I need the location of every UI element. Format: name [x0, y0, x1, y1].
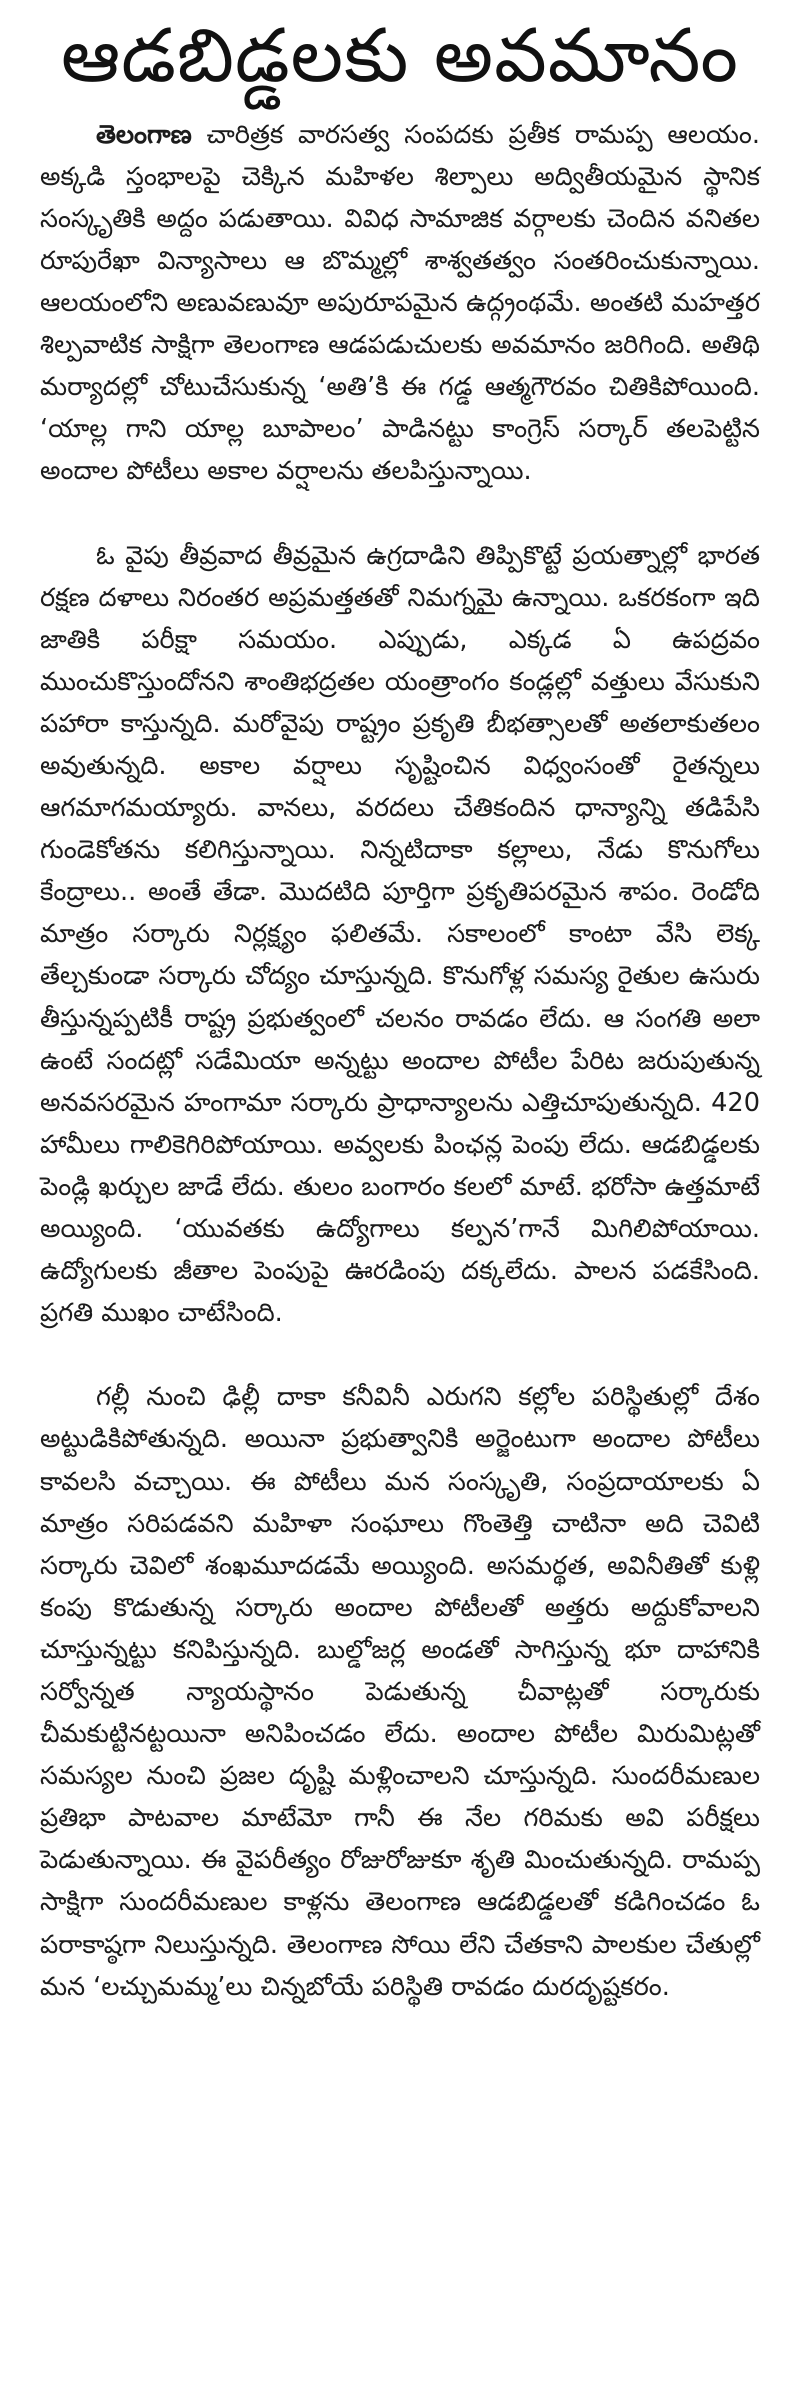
paragraph-1-text: చారిత్రక వారసత్వ సంపదకు ప్రతీక రామప్ప ఆలయం. అక్కడి స్తంభాలపై చెక్కిన మహిళల శిల్పాలు అద్వితీయమైన స్థానిక సంస్కృతికి అద్దం పడుతాయి. వివిధ సామాజిక వర్గాలకు చెందిన వనితల రూపురేఖా విన్యాసాలు ఆ బొమ్మల్లో శాశ్వతత్వం సంతరించుకున్నాయి. ఆలయంలోని అణువణువూ అపురూపమైన ఉద్గ్రంథమే. అంతటి మహత్తర శిల్పవాటిక సాక్షిగా తెలంగాణ ఆడపడుచులకు అవమానం జరిగింది. అతిథి మర్యాదల్లో చోటుచేసుకున్న ‘అతి’కి ఈ గడ్డ ఆత్మగౌరవం చితికిపోయింది. ‘యాల్ల గాని యాల్ల బూపాలం’ పాడినట్టు కాంగ్రెస్ సర్కార్ తలపెట్టిన అందాల పోటీలు అకాల వర్షాలను తలపిస్తున్నాయి.: [40, 119, 760, 487]
paragraph-1: [40, 114, 760, 493]
headline: ఆడబిడ్డలకు అవమానం: [61, 13, 739, 99]
paragraph-3: గల్లీ నుంచి ఢిల్లీ దాకా కనీవినీ ఎరుగని కల్లోల పరిస్థితుల్లో దేశం అట్టుడికిపోతున్నది. అయినా ప్రభుత్వానికి అర్జెంటుగా అందాల పోటీలు కావలసి వచ్చాయి. ఈ పోటీలు మన సంస్కృతి, సంప్రదాయాలకు ఏ మాత్రం సరిపడవని మహిళా సంఘాలు గొంతెత్తి చాటినా అది చెవిటి సర్కారు చెవిలో శంఖమూదడమే అయ్యింది. అసమర్థత, అవినీతితో కుళ్లి కంపు కొడుతున్న సర్కారు అందాల పోటీలతో అత్తరు అద్దుకోవాలని చూస్తున్నట్టు కనిపిస్తున్నది. బుల్డోజర్ల అండతో సాగిస్తున్న భూ దాహానికి సర్వోన్నత న్యాయస్థానం పెడుతున్న చీవాట్లతో సర్కారుకు చీమకుట్టినట్టయినా అనిపించడం లేదు. అందాల పోటీల మిరుమిట్లతో సమస్యల నుంచి ప్రజల దృష్టి మళ్లించాలని చూస్తున్నది. సుందరీమణుల ప్రతిభా పాటవాల మాటేమో గానీ ఈ నేల గరిమకు అవి పరీక్షలు పెడుతున్నాయి. ఈ వైపరీత్యం రోజురోజుకూ శృతి మించుతున్నది. రామప్ప సాక్షిగా సుందరీమణుల కాళ్లను తెలంగాణ ఆడబిడ్డలతో కడిగించడం ఓ పరాకాష్ఠగా నిలుస్తున్నది. తెలంగాణ సోయి లేని చేతకాని పాలకుల చేతుల్లో మన ‘లచ్చుమమ్మ’లు చిన్నబోయే పరిస్థితి రావడం దురదృష్టకరం.: [40, 1382, 760, 2002]
lead-word: తెలంగాణ: [96, 119, 192, 150]
paragraph-2: ఓ వైపు తీవ్రవాద తీవ్రమైన ఉగ్రదాడిని తిప్పికొట్టే ప్రయత్నాల్లో భారత రక్షణ దళాలు నిరంతర అప్రమత్తతతో నిమగ్నమై ఉన్నాయి. ఒకరకంగా ఇది జాతికి పరీక్షా సమయం. ఎప్పుడు, ఎక్కడ ఏ ఉపద్రవం ముంచుకొస్తుందోనని శాంతిభద్రతల యంత్రాంగం కండ్లల్లో వత్తులు వేసుకుని పహారా కాస్తున్నది. మరోవైపు రాష్ట్రం ప్రకృతి బీభత్సాలతో అతలాకుతలం అవుతున్నది. అకాల వర్షాలు సృష్టించిన విధ్వంసంతో రైతన్నలు ఆగమాగమయ్యారు. వానలు, వరదలు చేతికందిన ధాన్యాన్ని తడిపేసి గుండెకోతను కలిగిస్తున్నాయి. నిన్నటిదాకా కల్లాలు, నేడు కొనుగోలు కేంద్రాలు.. అంతే తేడా. మొదటిది పూర్తిగా ప్రకృతిపరమైన శాపం. రెండోది మాత్రం సర్కారు నిర్లక్ష్యం ఫలితమే. సకాలంలో కాంటా వేసి లెక్క తేల్చకుండా సర్కారు చోద్యం చూస్తున్నది. కొనుగోళ్ల సమస్య రైతుల ఉసురు తీస్తున్నప్పటికీ రాష్ట్ర ప్రభుత్వంలో చలనం రావడం లేదు. ఆ సంగతి అలా ఉంటే సందట్లో సడేమియా అన్నట్టు అందాల పోటీల పేరిట జరుపుతున్న అనవసరమైన హంగామా సర్కారు ప్రాధాన్యాలను ఎత్తిచూపుతున్నది. 420 హామీలు గాలికెగిరిపోయాయి. అవ్వలకు పింఛన్ల పెంపు లేదు. ఆడబిడ్డలకు పెండ్లి ఖర్చుల జాడే లేదు. తులం బంగారం కలలో మాటే. భరోసా ఉత్తమాటే అయ్యింది. ‘యువతకు ఉద్యోగాలు కల్పన’గానే మిగిలిపోయాయి. ఉద్యోగులకు జీతాల పెంపుపై ఊరడింపు దక్కలేదు. పాలన పడకేసింది. ప్రగతి ముఖం చాటేసింది.: [40, 540, 760, 1329]
